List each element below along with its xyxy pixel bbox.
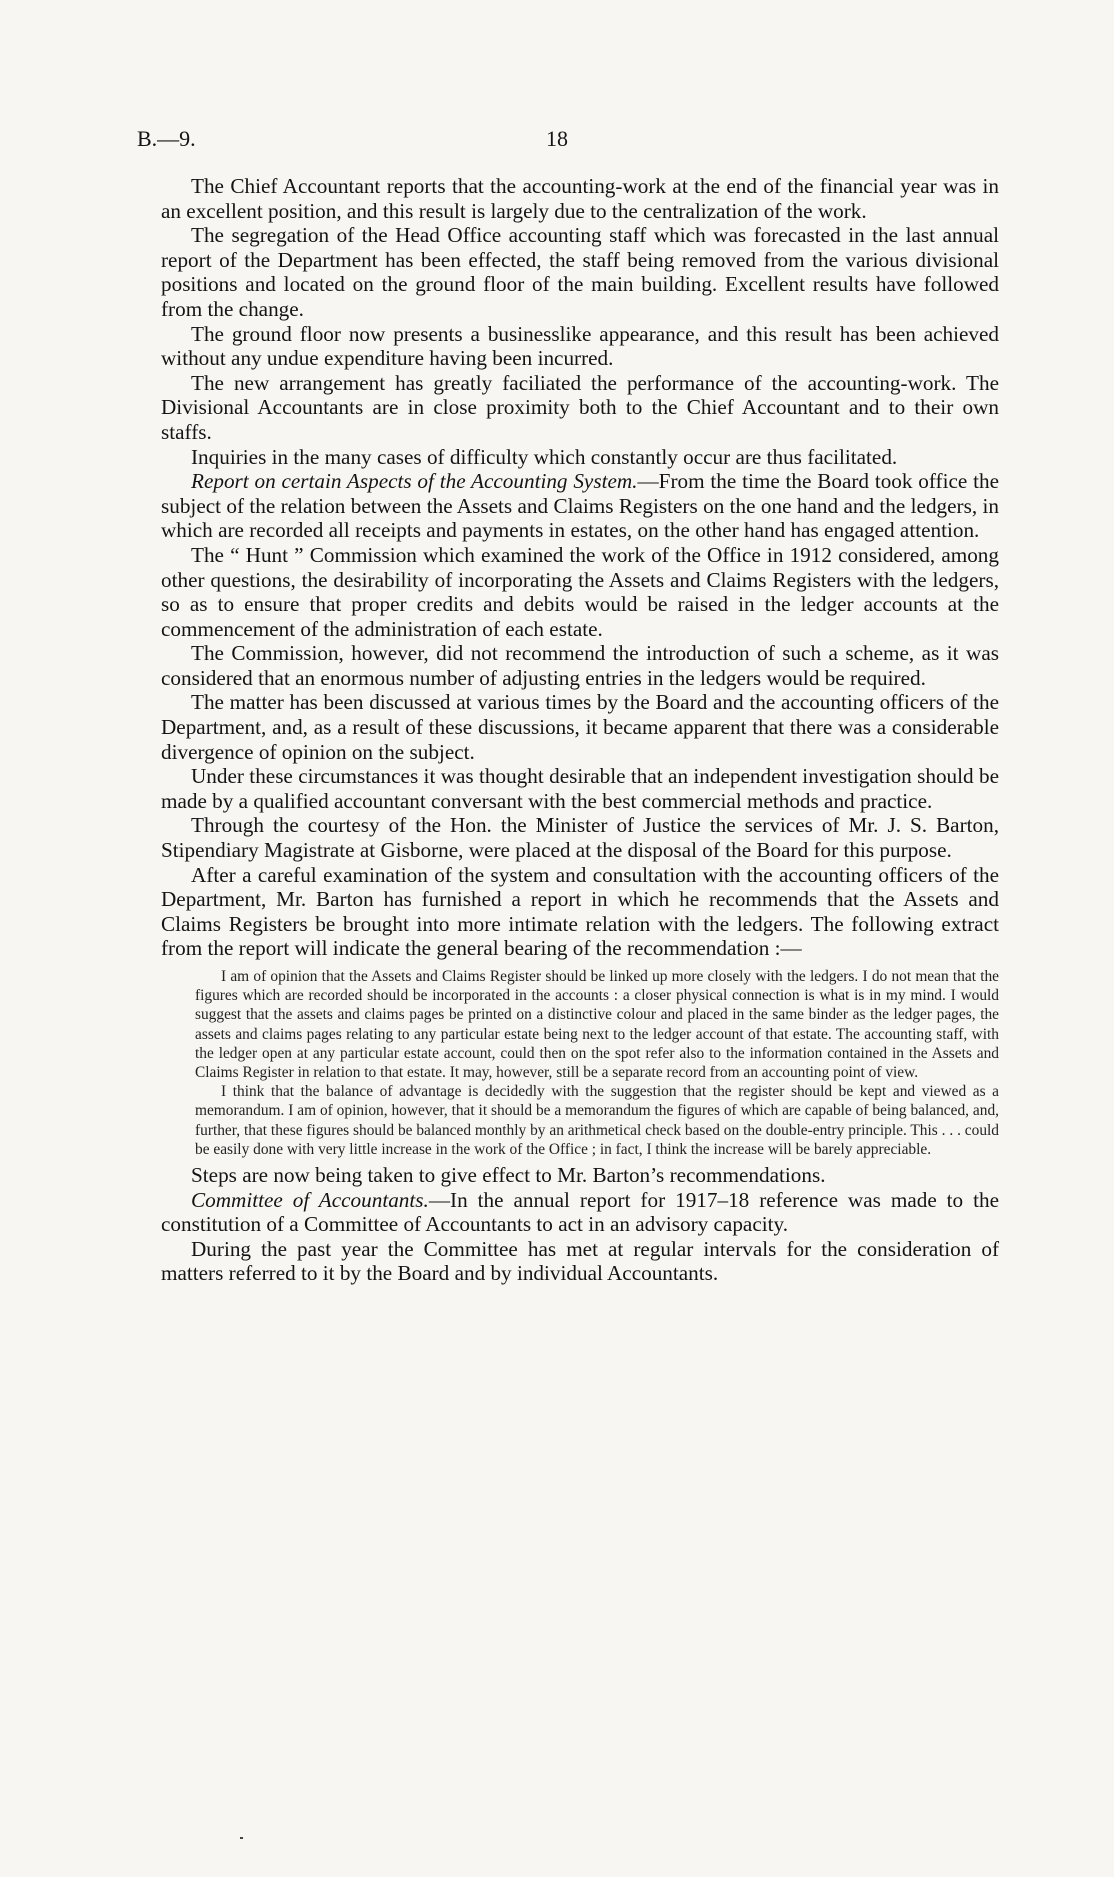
committee-section-heading: Committee of Accountants. bbox=[191, 1187, 429, 1212]
paragraph: Under these circumstances it was thought desirable that an independent investigation should be made by a qualified accountant conversant with the best commercial methods and practice. bbox=[161, 764, 999, 813]
report-section-heading: Report on certain Aspects of the Accounting System. bbox=[191, 469, 638, 494]
paragraph: Through the courtesy of the Hon. the Minister of Justice the services of Mr. J. S. Barton, Stipendiary Magistrate at Gisborne, were placed at the disposal of the Board for this purpose. bbox=[161, 813, 999, 863]
stray-mark bbox=[240, 1837, 243, 1839]
report-section-paragraph bbox=[161, 469, 999, 543]
committee-section-paragraph bbox=[161, 1188, 999, 1237]
document-body bbox=[161, 174, 999, 1286]
quote-paragraph: I think that the balance of advantage is decidedly with the suggestion that the register should be kept and viewed as a memorandum. I am of opinion, however, that it should be a memorandum the figures of which are capable of being balanced, and, further, that these figures should be balanced monthly by an arithmetical check based on the double-entry principle. This . . . could be easily done with very little increase in the work of the Office ; in fact, I think the increase will be barely appreciable. bbox=[195, 1083, 999, 1158]
paragraph: The ground floor now presents a businesslike appearance, and this result has been achieved without any undue expenditure having been incurred. bbox=[161, 321, 999, 371]
paragraph: The segregation of the Head Office accounting staff which was forecasted in the last annual report of the Department has been effected, the staff being removed from the various divisional positions and located on the ground floor of the main building. Excellent results have followed from the change. bbox=[161, 223, 999, 321]
paragraph: Steps are now being taken to give effect to Mr. Barton’s recommendations. bbox=[191, 1163, 826, 1188]
paragraph: The “ Hunt ” Commission which examined the work of the Office in 1912 considered, among other questions, the desirability of incorporating the Assets and Claims Registers with the ledgers, so as to ensure that proper credits and debits would be raised in the ledger accounts at the commencement of the administration of each estate. bbox=[161, 542, 999, 641]
paragraph: During the past year the Committee has met at regular intervals for the consideration of matters referred to it by the Board and by individual Accountants. bbox=[161, 1236, 999, 1286]
document-reference: B.—9. bbox=[137, 126, 196, 151]
paragraph: The new arrangement has greatly faciliated the performance of the accounting-work. The Divisional Accountants are in close proximity both to the Chief Accountant and to their own staffs. bbox=[161, 370, 999, 444]
page-header bbox=[137, 126, 977, 156]
paragraph: Inquiries in the many cases of difficulty which constantly occur are thus facilitated. bbox=[191, 444, 898, 469]
page-number: 18 bbox=[546, 126, 568, 151]
paragraph: The matter has been discussed at various times by the Board and the accounting officers of the Department, and, as a result of these discussions, it became apparent that there was a considerable divergence of opinion on the subject. bbox=[161, 690, 999, 764]
quote-paragraph: I am of opinion that the Assets and Claims Register should be linked up more closely with the ledgers. I do not mean that the figures which are recorded should be incorporated in the accounts : a closer physical connection is what is in my mind. I would suggest that the assets and claims pages be printed on a distinctive colour and placed in the same binder as the ledger pages, the assets and claims pages relating to any particular estate being next to the ledger account of that estate. The accounting staff, with the ledger open at any particular estate account, could then on the spot refer also to the information contained in the Assets and Claims Register in relation to that estate. It may, however, still be a separate record from an accounting point of view. bbox=[195, 968, 999, 1082]
committee-section-text: —In the annual report for 1917–18 reference was made to the constitution of a Committee of Accountants to act in an advisory capacity. bbox=[161, 1187, 999, 1237]
paragraph: After a careful examination of the system and consultation with the accounting officers of the Department, Mr. Barton has furnished a report in which he recommends that the Assets and Claims Registers be brought into more intimate relation with the ledgers. The following extract from the report will indicate the general bearing of the recommendation :— bbox=[161, 862, 999, 961]
report-section-text: —From the time the Board took office the subject of the relation between the Assets and Claims Registers on the one hand and the ledgers, in which are recorded all receipts and payments in estates, on the other hand has engaged attention. bbox=[161, 469, 999, 543]
paragraph: The Commission, however, did not recommend the introduction of such a scheme, as it was considered that an enormous number of adjusting entries in the ledgers would be required. bbox=[161, 641, 999, 690]
quoted-extract bbox=[195, 967, 999, 1159]
paragraph: The Chief Accountant reports that the accounting-work at the end of the financial year was in an excellent position, and this result is largely due to the centralization of the work. bbox=[161, 174, 999, 223]
